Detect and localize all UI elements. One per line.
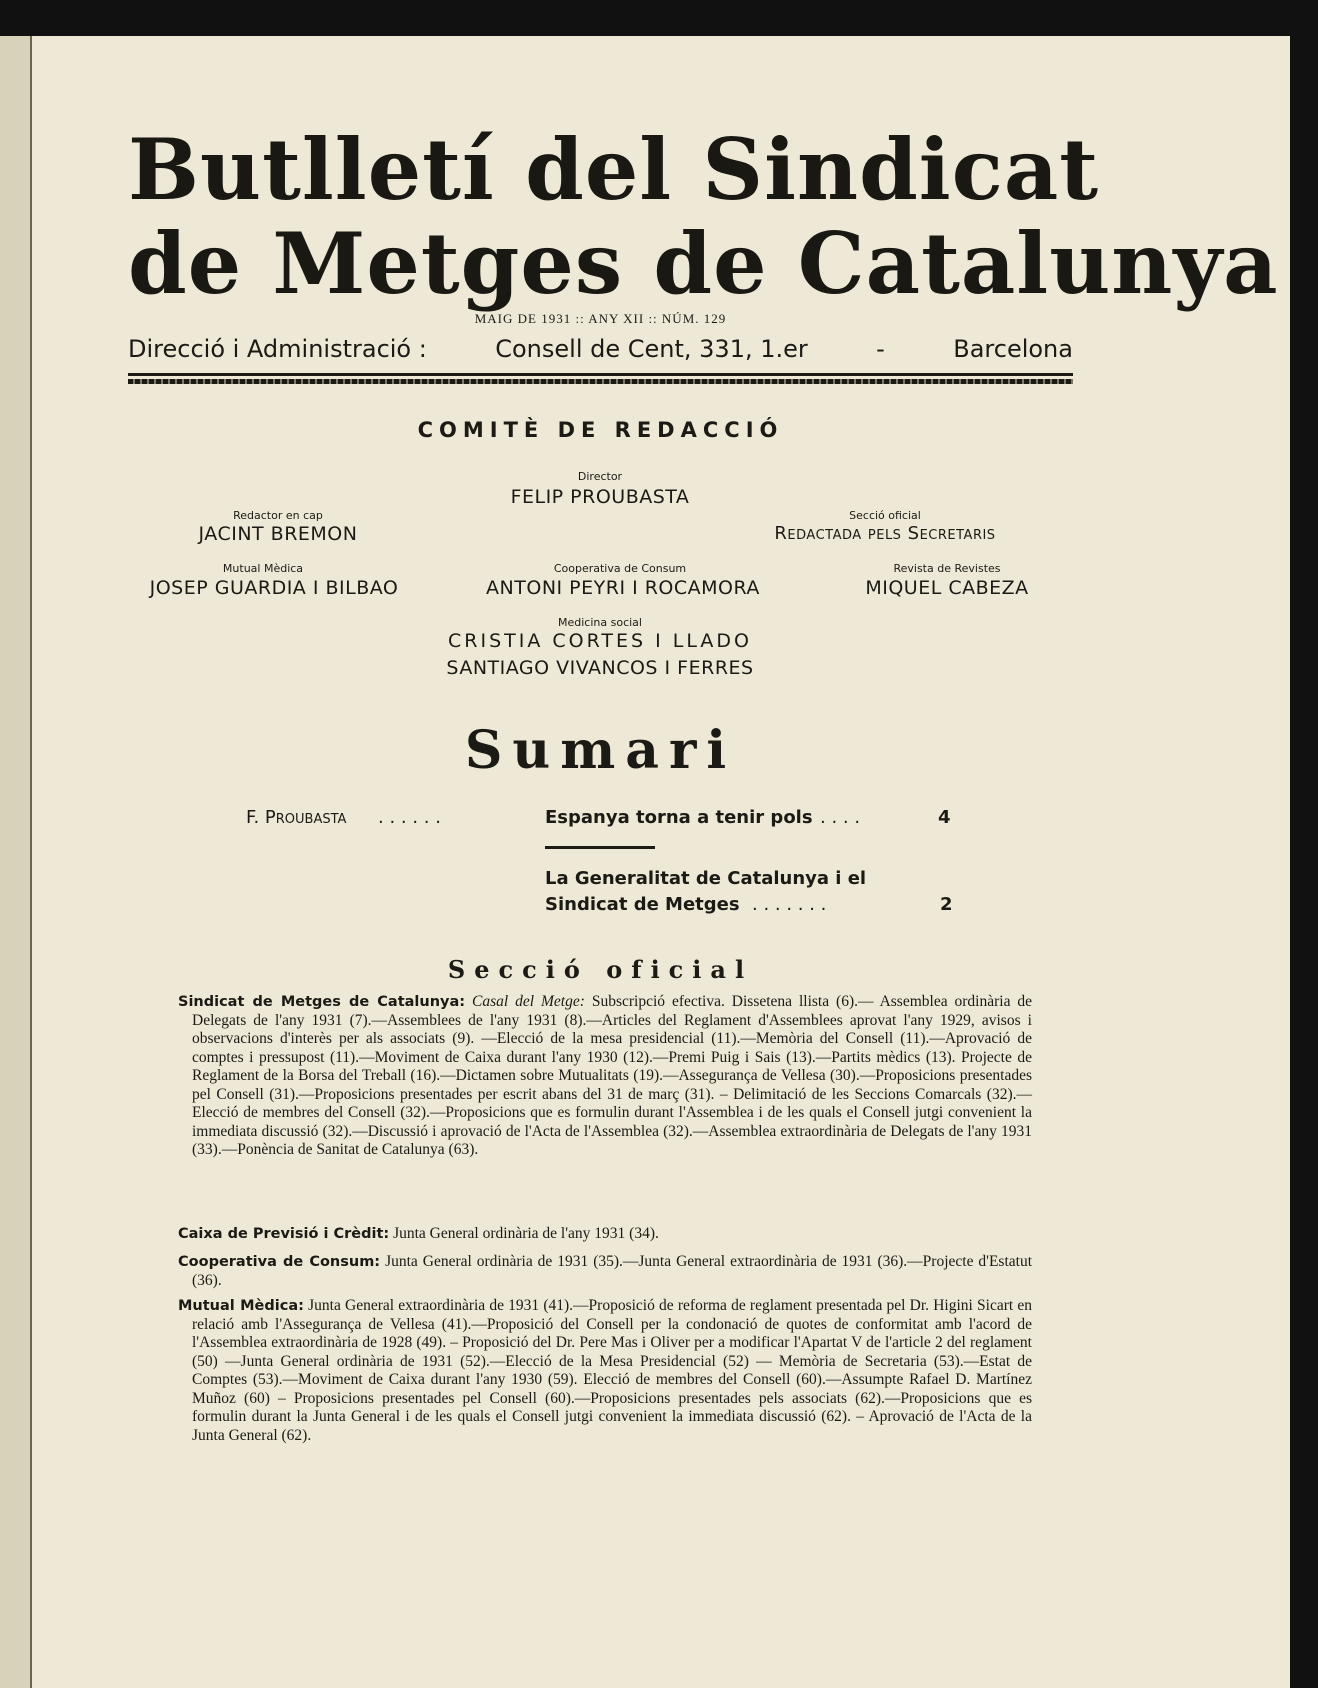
masthead-double-rule	[128, 379, 1073, 384]
redactor-label: Redactor en cap	[233, 509, 323, 522]
sumari-item2-title-line1: La Generalitat de Catalunya i el	[545, 868, 867, 889]
paragraph-text: Junta General ordinària de l'any 1931 (34).	[393, 1225, 659, 1242]
masthead-title-line2: de Metges de Catalunya	[128, 214, 1279, 313]
sumari-item1-dots: . . . . . .	[378, 807, 441, 828]
paragraph-italic: Casal del Metge:	[472, 993, 585, 1010]
director-label: Director	[577, 470, 623, 483]
revista-label: Revista de Revistes	[893, 562, 1001, 575]
address-line	[128, 335, 1073, 363]
seccio-paragraph-sindicat	[178, 993, 1032, 1160]
adjacent-page-edge	[0, 36, 32, 1688]
seccio-paragraph-caixa	[178, 1225, 1032, 1244]
paragraph-lead: Sindicat de Metges de Catalunya:	[178, 994, 466, 1010]
cooperativa-name: ANTONI PEYRI I ROCAMORA	[486, 577, 760, 599]
sumari-item1-author: F. Proubasta	[246, 807, 347, 828]
medicina-label: Medicina social	[558, 616, 642, 629]
director-name: FELIP PROUBASTA	[510, 486, 690, 508]
sumari-item1-page: 4	[938, 807, 951, 828]
revista-name: MIQUEL CABEZA	[865, 577, 1029, 599]
paragraph-text: Junta General extraordinària de 1931 (41).—Proposició de reforma de reglament presentada pel Dr. Higini Sicart en relació amb l'Assegurança de Vellesa (41).—Proposició del Consell per la condonació de quotes de conformitat amb l'acord de l'Assemblea extraordinària de 1928 (49). – Proposició del Dr. Pere Mas i Oliver per a modificar l'Apartat V de l'article 2 del reglament (50) —Junta General ordinària de 1931 (52).—Elecció de la Mesa Presidencial (52) — Memòria de Secretaria (53).—Estat de Comptes (53).—Moviment de Caixa durant l'any 1930 (59). Elecció de membres del Consell (60).—Assumpte Rafael D. Martínez Muñoz (60) – Proposicions presentades pel Consell (60).—Proposicions presentades pels associats (62).—Proposicions que es formulin durant la Junta General i de les quals el Consell jutgi convenient la immediata discussió (62). – Aprovació de l'Acta de la Junta General (62).	[192, 1297, 1032, 1444]
masthead-rule	[128, 373, 1073, 376]
paragraph-lead: Mutual Mèdica:	[178, 1298, 304, 1314]
mutual-name: JOSEP GUARDIA I BILBAO	[149, 577, 399, 599]
address-label: Direcció i Administració :	[128, 335, 427, 363]
address-street: Consell de Cent, 331, 1.er	[495, 335, 808, 363]
seccio-oficial-heading: Secció oficial	[447, 955, 754, 984]
paragraph-text: Subscripció efectiva. Dissetena llista (6).— Assemblea ordinària de Delegats de l'any 1931 (7).—Assemblees de l'any 1931 (8).—Articles del Reglament d'Assemblees aprovat l'any 1929, avisos i observacions d'interès per als associats (9). —Elecció de la mesa presidencial (11).—Memòria del Consell (11).—Aprovació de comptes i pressupost (11).—Moviment de Caixa durant l'any 1930 (12).—Premi Puig i Sais (13).—Partits mèdics (13). Projecte de Reglament de la Borsa del Treball (16).—Dictamen sobre Mutualitats (19).—Assegurança de Vellesa (30).—Proposicions presentades pel Consell (31).—Proposicions presentades per escrit abans del 31 de març (31). – Delimitació de les Seccions Comarcals (32).— Elecció de membres del Consell (32).—Proposicions que es formulin durant l'Assemblea i de les quals el Consell jutgi convenient la immediata discussió (32).—Discussió i aprovació de l'Acta de l'Assemblea (32).—Assemblea extraordinària de Delegats de l'any 1931 (33).—Ponència de Sanitat de Catalunya (63).	[192, 993, 1033, 1158]
medicina-name-1: CRISTIA CORTES I LLADO	[448, 630, 752, 652]
sumari-heading: Sumari	[464, 720, 737, 781]
seccio-paragraph-mutual	[178, 1297, 1032, 1445]
masthead-title-line1: Butlletí del Sindicat	[128, 120, 1100, 219]
medicina-name-2: SANTIAGO VIVANCOS I FERRES	[446, 657, 754, 679]
seccio-oficial-name: Redactada pels Secretaris	[774, 523, 996, 544]
sumari-item1-dots2: . . . .	[820, 807, 861, 828]
redactor-name: JACINT BREMON	[198, 523, 358, 545]
address-city: Barcelona	[953, 335, 1073, 363]
cooperativa-label: Cooperativa de Consum	[553, 562, 687, 575]
sumari-item2-title-line2: Sindicat de Metges	[545, 894, 740, 915]
seccio-paragraph-cooperativa	[178, 1253, 1032, 1290]
paragraph-text: Junta General ordinària de 1931 (35).—Junta General extraordinària de 1931 (36).—Projecte d'Estatut (36).	[192, 1253, 1033, 1289]
paragraph-lead: Cooperativa de Consum:	[178, 1254, 381, 1270]
sumari-item2-dots: . . . . . . .	[752, 894, 827, 915]
mutual-label: Mutual Mèdica	[222, 562, 304, 575]
sumari-item2-page: 2	[940, 894, 953, 915]
seccio-oficial-label: Secció oficial	[849, 509, 921, 522]
sumari-separator	[545, 846, 655, 849]
paragraph-lead: Caixa de Previsió i Crèdit:	[178, 1226, 390, 1242]
sumari-item1-title: Espanya torna a tenir pols	[545, 807, 813, 828]
comite-heading: COMITÈ DE REDACCIÓ	[417, 418, 784, 442]
issue-line: MAIG DE 1931 :: ANY XII :: NÚM. 129	[474, 311, 727, 326]
address-dash: -	[876, 335, 885, 363]
